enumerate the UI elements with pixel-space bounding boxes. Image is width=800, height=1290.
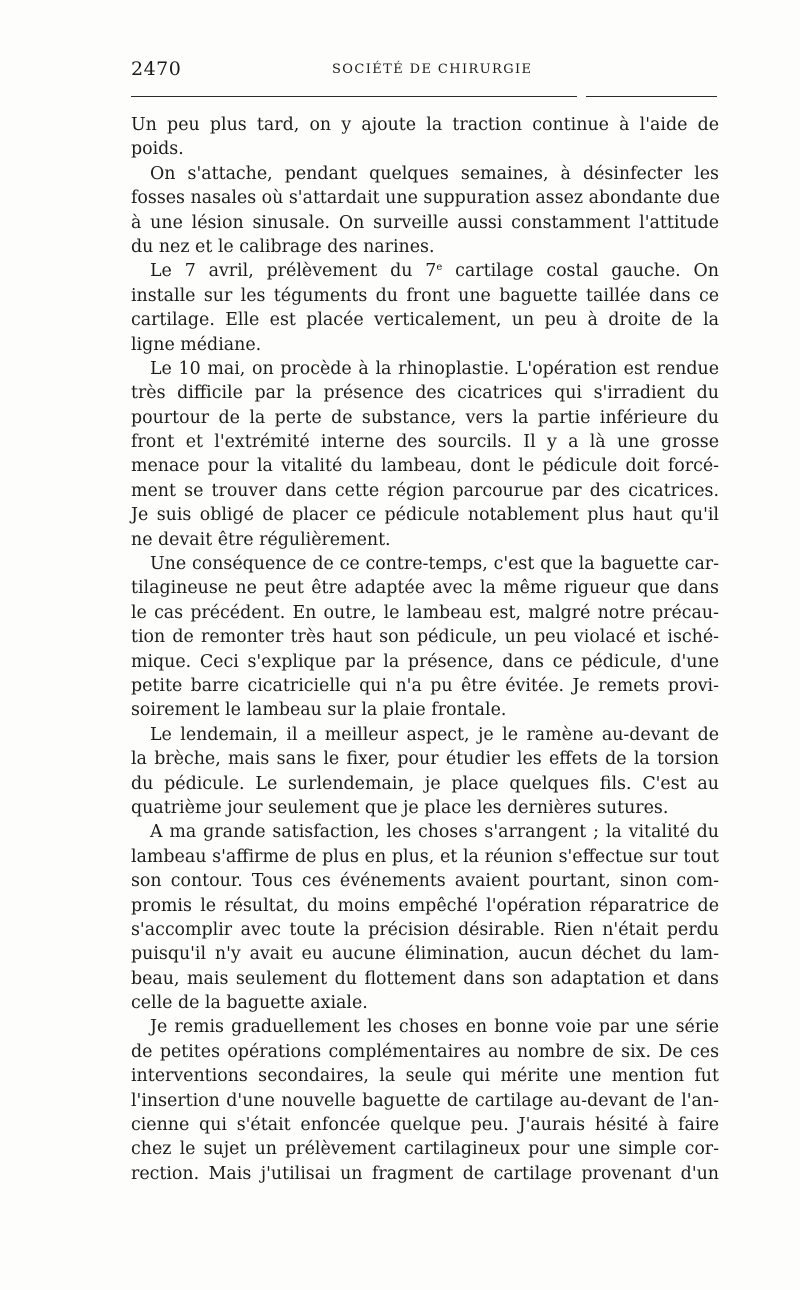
text-line-content: s'accomplir avec toute la précision désirable. Rien n'était perdu <box>131 919 719 940</box>
text-line <box>131 357 719 381</box>
text-line-content: Un peu plus tard, on y ajoute la traction continue à l'aide de <box>131 115 719 135</box>
text-line-content: Une conséquence de ce contre-temps, c'est que la baguette car- <box>150 554 719 575</box>
text-line-content: Je remis graduellement les choses en bonne voie par une série <box>150 1017 719 1038</box>
text-line-content: tilagineuse ne peut être adaptée avec la même rigueur que dans <box>131 578 719 599</box>
text-line <box>131 308 719 332</box>
text-line <box>131 137 719 161</box>
text-line-content: l'insertion d'une nouvelle baguette de cartilage au-devant de l'an- <box>131 1090 719 1111</box>
text-line-content: A ma grande satisfaction, les choses s'arrangent ; la vitalité du <box>150 822 719 843</box>
text-line <box>131 1064 719 1088</box>
text-line-content: cartilage. Elle est placée verticalement, un peu à droite de la <box>131 310 719 331</box>
text-line-content: Le 10 mai, on procède à la rhinoplastie. L'opération est rendue <box>150 358 719 379</box>
text-line <box>131 601 719 625</box>
text-line <box>131 894 719 918</box>
text-line-content: Le 7 avril, prélèvement du 7 <box>150 261 437 282</box>
text-line-content: soirement le lambeau sur la plaie frontale. <box>131 700 507 721</box>
text-line-content: cienne qui s'était enfoncée quelque peu. J'aurais hésité à faire <box>131 1115 719 1136</box>
text-line-content: interventions secondaires, la seule qui mérite une mention fut <box>131 1066 719 1087</box>
text-line-content: promis le résultat, du moins empêché l'opération réparatrice de <box>131 895 719 916</box>
text-line <box>131 869 719 893</box>
text-line-content: pourtour de la perte de substance, vers la partie inférieure du <box>131 407 719 428</box>
text-line-content: Le lendemain, il a meilleur aspect, je le ramène au-devant de <box>150 724 719 745</box>
text-line-content: installe sur les téguments du front une baguette taillée dans ce <box>131 285 719 306</box>
text-line <box>131 381 719 405</box>
text-line-content: la brèche, mais sans le fixer, pour étudier les effets de la torsion <box>131 749 719 770</box>
text-line <box>131 552 719 576</box>
text-line-continuation: cartilage costal gauche. On <box>442 261 719 282</box>
text-line-content: le cas précédent. En outre, le lambeau est, malgré notre précau- <box>131 602 719 623</box>
text-line <box>131 162 719 186</box>
text-line-content: front et l'extrémité interne des sourcils. Il y a là une grosse <box>131 432 719 453</box>
text-line-content: rection. Mais j'utilisai un fragment de cartilage provenant d'un <box>131 1163 719 1184</box>
text-line-content: chez le sujet un prélèvement cartilagineux pour une simple cor- <box>131 1139 719 1160</box>
text-line <box>131 406 719 430</box>
text-line <box>131 942 719 966</box>
text-line <box>131 625 719 649</box>
text-line <box>131 211 719 235</box>
text-line-content: Je suis obligé de placer ce pédicule notablement plus haut qu'il <box>131 505 719 526</box>
text-line <box>131 259 719 283</box>
text-line-content: mique. Ceci s'explique par la présence, dans ce pédicule, d'une <box>131 651 719 672</box>
text-line-content: beau, mais seulement du flottement dans son adaptation et dans <box>131 968 719 989</box>
text-line-content: de petites opérations complémentaires au nombre de six. De ces <box>131 1041 719 1062</box>
text-line-content: lambeau s'affirme de plus en plus, et la réunion s'effectue sur tout <box>131 846 719 867</box>
text-line <box>131 820 719 844</box>
text-line <box>131 747 719 771</box>
body-text <box>131 113 719 1186</box>
text-line <box>131 503 719 527</box>
text-line-content: fosses nasales où s'attardait une suppuration assez abondante due <box>131 188 720 209</box>
text-line <box>131 991 719 1015</box>
text-line-content: quatrième jour seulement que je place les dernières sutures. <box>131 797 669 818</box>
text-line-content: On s'attache, pendant quelques semaines, à désinfecter les <box>150 163 719 184</box>
text-line <box>131 650 719 674</box>
text-line <box>131 284 719 308</box>
text-line-content: ment se trouver dans cette région parcourue par des cicatrices. <box>131 480 719 501</box>
text-line-content: petite barre cicatricielle qui n'a pu être évitée. Je remets provi- <box>131 675 719 696</box>
text-line-content: son contour. Tous ces événements avaient pourtant, sinon com- <box>131 871 719 892</box>
text-line <box>131 235 719 259</box>
text-line <box>131 333 719 357</box>
text-line <box>131 674 719 698</box>
text-line <box>131 1015 719 1039</box>
text-line <box>131 1113 719 1137</box>
text-line <box>131 772 719 796</box>
text-line <box>131 1089 719 1113</box>
text-line-content: ligne médiane. <box>131 334 262 355</box>
page-number: 2470 <box>131 58 182 80</box>
text-line-content: poids. <box>131 139 184 160</box>
text-line <box>131 1162 719 1186</box>
text-line-content: ne devait être régulièrement. <box>131 529 391 550</box>
text-line <box>131 845 719 869</box>
text-line-content: très difficile par la présence des cicatrices qui s'irradient du <box>131 383 719 404</box>
running-title: SOCIÉTÉ DE CHIRURGIE <box>332 62 533 77</box>
header-rule-left <box>131 96 577 97</box>
text-line <box>131 796 719 820</box>
text-line <box>131 723 719 747</box>
text-line-content: du pédicule. Le surlendemain, je place quelques fils. C'est au <box>131 773 719 794</box>
superscript: e <box>436 262 443 274</box>
text-line <box>131 1137 719 1161</box>
text-line <box>131 186 719 210</box>
header-rule-right <box>586 96 717 97</box>
text-line-content: celle de la baguette axiale. <box>131 993 368 1014</box>
text-line <box>131 454 719 478</box>
text-line-content: puisqu'il n'y avait eu aucune élimination, aucun déchet du lam- <box>131 944 719 965</box>
text-line <box>131 113 719 137</box>
text-line <box>131 967 719 991</box>
text-line <box>131 698 719 722</box>
text-line <box>131 479 719 503</box>
text-line-content: tion de remonter très haut son pédicule, un peu violacé et isché- <box>131 627 719 648</box>
page-header <box>131 58 717 88</box>
text-line <box>131 576 719 600</box>
text-line <box>131 918 719 942</box>
text-line <box>131 1040 719 1064</box>
text-line-content: du nez et le calibrage des narines. <box>131 236 435 257</box>
text-line <box>131 528 719 552</box>
text-line-content: menace pour la vitalité du lambeau, dont le pédicule doit forcé- <box>131 456 719 477</box>
text-line <box>131 430 719 454</box>
text-line-content: à une lésion sinusale. On surveille aussi constamment l'attitude <box>131 212 719 233</box>
